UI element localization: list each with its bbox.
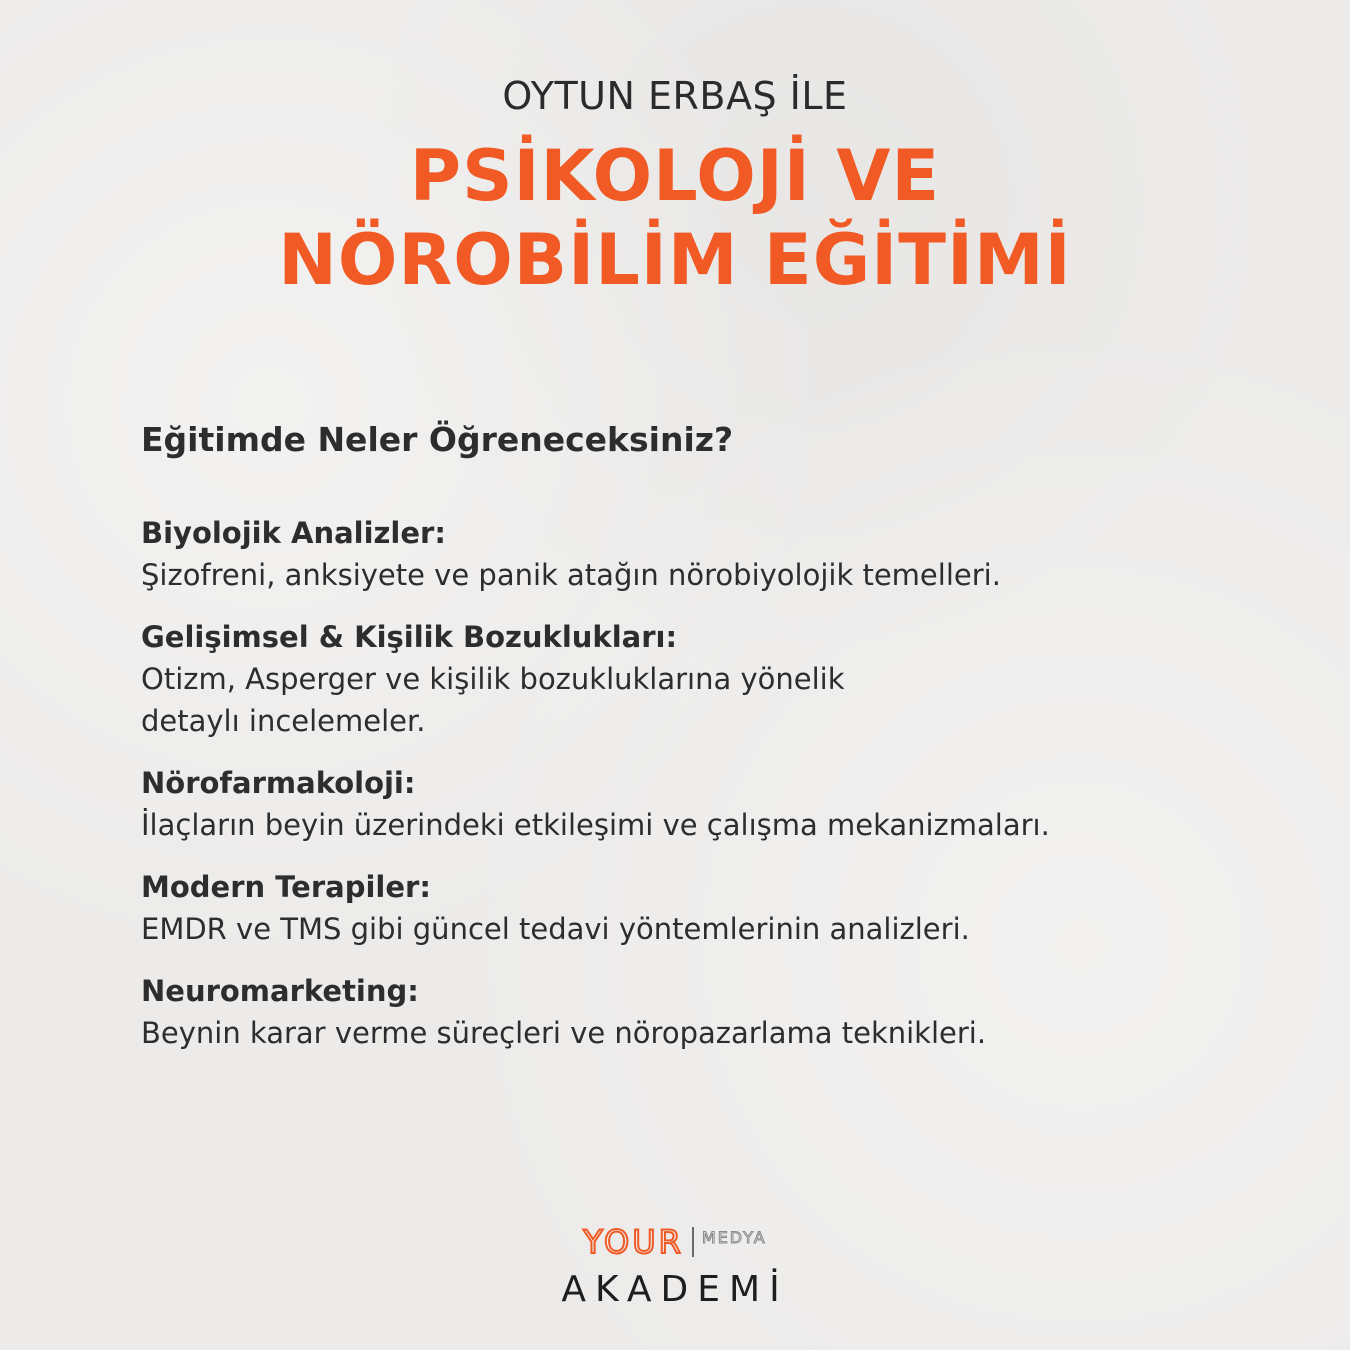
topic-description: Beynin karar verme süreçleri ve nöropazarlama teknikleri. [141,1016,987,1050]
logo-medya-wordmark: MEDYA [701,1228,767,1247]
topic-biyolojik-analizler [141,512,1241,596]
topic-title: Nörofarmakoloji: [141,766,416,800]
topic-title: Biyolojik Analizler: [141,516,446,550]
topic-modern-terapiler [141,866,1241,950]
akademi-wordmark: AKADEMİ [561,1269,789,1310]
curriculum-section [141,418,1241,1054]
logo-divider [692,1227,694,1257]
topic-description-continued: detaylı incelemeler. [141,704,426,738]
brand-footer [0,1222,1350,1312]
course-title-line-1: PSİKOLOJİ VE [409,135,941,217]
topic-norofarmakoloji [141,762,1241,846]
topic-title: Modern Terapiler: [141,870,431,904]
header [0,72,1350,302]
logo-your-wordmark: YOUR [583,1223,684,1261]
topic-title: Gelişimsel & Kişilik Bozuklukları: [141,620,678,654]
section-heading: Eğitimde Neler Öğreneceksiniz? [141,420,734,459]
topic-neuromarketing [141,970,1241,1054]
topic-description: Şizofreni, anksiyete ve panik atağın nörobiyolojik temelleri. [141,558,1001,592]
instructor-kicker: OYTUN ERBAŞ İLE [502,74,848,118]
course-title-line-2: NÖROBİLİM EĞİTİMİ [278,219,1072,301]
topic-description: Otizm, Asperger ve kişilik bozukluklarına yönelik [141,662,845,696]
your-medya-logo [583,1222,766,1262]
topic-gelisimsel-kisilik [141,616,1241,742]
topic-description: EMDR ve TMS gibi güncel tedavi yöntemlerinin analizleri. [141,912,970,946]
topic-title: Neuromarketing: [141,974,419,1008]
topic-description: İlaçların beyin üzerindeki etkileşimi ve çalışma mekanizmaları. [141,808,1050,842]
course-title [0,134,1350,302]
